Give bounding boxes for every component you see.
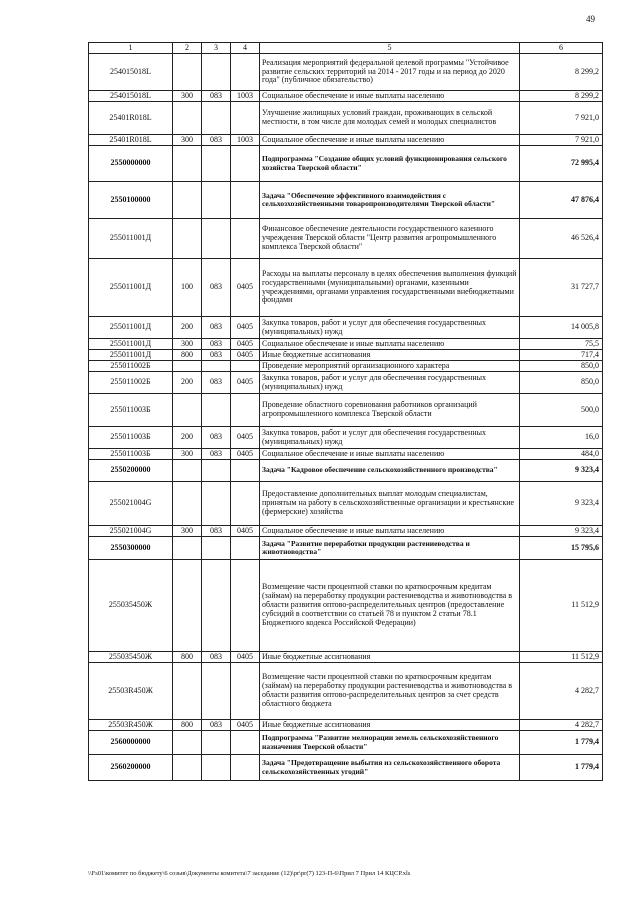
table-row xyxy=(89,339,603,350)
cell-code: 255011003Б xyxy=(89,449,173,460)
cell-code: 255035450Ж xyxy=(89,652,173,663)
cell-col2: 100 xyxy=(173,259,202,317)
table-header-row xyxy=(89,43,603,54)
cell-col2 xyxy=(173,219,202,259)
cell-col4 xyxy=(231,537,260,560)
cell-amount: 1 779,4 xyxy=(520,755,603,781)
cell-description: Задача "Обеспечение эффективного взаимодействия с сельхозхозяйственными товаропроизводителями Тверской области" xyxy=(260,182,520,219)
table-row xyxy=(89,720,603,731)
cell-col3: 083 xyxy=(202,720,231,731)
table-row xyxy=(89,135,603,146)
table-row xyxy=(89,91,603,102)
cell-col2: 800 xyxy=(173,652,202,663)
cell-col4: 0405 xyxy=(231,449,260,460)
cell-col2 xyxy=(173,102,202,135)
cell-col4 xyxy=(231,54,260,91)
cell-col2: 800 xyxy=(173,350,202,361)
cell-code: 2550100000 xyxy=(89,182,173,219)
cell-col2: 800 xyxy=(173,720,202,731)
cell-amount: 16,0 xyxy=(520,427,603,449)
cell-amount: 15 795,6 xyxy=(520,537,603,560)
cell-code: 255035450Ж xyxy=(89,560,173,652)
cell-col2 xyxy=(173,361,202,372)
cell-amount: 8 299,2 xyxy=(520,54,603,91)
column-header: 5 xyxy=(260,43,520,54)
cell-col4 xyxy=(231,394,260,427)
cell-amount: 72 995,4 xyxy=(520,146,603,182)
table-row xyxy=(89,460,603,482)
cell-col2 xyxy=(173,182,202,219)
cell-code: 255011001Д xyxy=(89,219,173,259)
cell-col4 xyxy=(231,102,260,135)
page-number: 49 xyxy=(586,14,595,24)
cell-code: 255011003Б xyxy=(89,394,173,427)
column-header: 1 xyxy=(89,43,173,54)
cell-col4: 1003 xyxy=(231,135,260,146)
cell-amount: 500,0 xyxy=(520,394,603,427)
table-row xyxy=(89,54,603,91)
cell-col4 xyxy=(231,182,260,219)
cell-code: 25503R450Ж xyxy=(89,720,173,731)
table-row xyxy=(89,361,603,372)
cell-col4 xyxy=(231,219,260,259)
cell-col3 xyxy=(202,102,231,135)
cell-description: Финансовое обеспечение деятельности государственного казенного учреждения Тверской области "Центр развития агропромышленного комплекса Тверской области" xyxy=(260,219,520,259)
cell-code: 2550000000 xyxy=(89,146,173,182)
table-row xyxy=(89,731,603,755)
cell-description: Подпрограмма "Создание общих условий функционирования сельского хозяйства Тверской области" xyxy=(260,146,520,182)
cell-col2: 200 xyxy=(173,427,202,449)
cell-code: 25503R450Ж xyxy=(89,663,173,720)
cell-amount: 7 921,0 xyxy=(520,102,603,135)
cell-amount: 14 005,8 xyxy=(520,317,603,339)
cell-col2: 200 xyxy=(173,372,202,394)
cell-col3 xyxy=(202,731,231,755)
cell-code: 25401R018L xyxy=(89,135,173,146)
cell-col2: 200 xyxy=(173,317,202,339)
cell-code: 255011001Д xyxy=(89,339,173,350)
cell-col3 xyxy=(202,146,231,182)
cell-col4: 1003 xyxy=(231,91,260,102)
cell-col4: 0405 xyxy=(231,350,260,361)
cell-col3: 083 xyxy=(202,317,231,339)
cell-col2 xyxy=(173,731,202,755)
column-header: 4 xyxy=(231,43,260,54)
cell-col3 xyxy=(202,54,231,91)
cell-col2: 300 xyxy=(173,449,202,460)
cell-amount: 8 299,2 xyxy=(520,91,603,102)
cell-col2: 300 xyxy=(173,339,202,350)
cell-description: Иные бюджетные ассигнования xyxy=(260,652,520,663)
table-row xyxy=(89,317,603,339)
cell-col2 xyxy=(173,460,202,482)
cell-description: Иные бюджетные ассигнования xyxy=(260,350,520,361)
table-row xyxy=(89,427,603,449)
cell-description: Социальное обеспечение и иные выплаты населению xyxy=(260,449,520,460)
table-row xyxy=(89,394,603,427)
table-row xyxy=(89,372,603,394)
cell-description: Проведение мероприятий организационного характера xyxy=(260,361,520,372)
cell-col4: 0405 xyxy=(231,259,260,317)
cell-description: Возмещение части процентной ставки по краткосрочным кредитам (займам) на переработку продукции растениеводства и животноводства в области развития оптово-распределительных центров (предоставление субсидий в соответствии со статьей 78 и пунктом 2 статьи 78.1 Бюджетного кодекса Российской Федерации) xyxy=(260,560,520,652)
cell-description: Подпрограмма "Развитие мелиорации земель сельскохозяйственного назначения Тверской области" xyxy=(260,731,520,755)
cell-col4: 0405 xyxy=(231,372,260,394)
cell-col3: 083 xyxy=(202,427,231,449)
cell-description: Проведение областного соревнования работников организаций агропромышленного комплекса Тверской области xyxy=(260,394,520,427)
cell-col4: 0405 xyxy=(231,652,260,663)
cell-description: Задача "Предотвращение выбытия из сельскохозяйственного оборота сельскохозяйственных угодий" xyxy=(260,755,520,781)
cell-col4 xyxy=(231,731,260,755)
table-row xyxy=(89,182,603,219)
cell-col2: 300 xyxy=(173,526,202,537)
cell-code: 2550300000 xyxy=(89,537,173,560)
column-header: 6 xyxy=(520,43,603,54)
table-row xyxy=(89,663,603,720)
cell-amount: 11 512,9 xyxy=(520,652,603,663)
cell-code: 255011001Д xyxy=(89,259,173,317)
cell-col4 xyxy=(231,755,260,781)
cell-col2 xyxy=(173,560,202,652)
cell-code: 255011002Б xyxy=(89,361,173,372)
cell-description: Закупка товаров, работ и услуг для обеспечения государственных (муниципальных) нужд xyxy=(260,427,520,449)
cell-col3: 083 xyxy=(202,91,231,102)
cell-col4: 0405 xyxy=(231,526,260,537)
cell-description: Закупка товаров, работ и услуг для обеспечения государственных (муниципальных) нужд xyxy=(260,372,520,394)
cell-description: Задача "Кадровое обеспечение сельскохозяйственного производства" xyxy=(260,460,520,482)
cell-code: 255021004G xyxy=(89,482,173,526)
cell-amount: 46 526,4 xyxy=(520,219,603,259)
cell-description: Социальное обеспечение и иные выплаты населению xyxy=(260,91,520,102)
cell-amount: 47 876,4 xyxy=(520,182,603,219)
cell-amount: 31 727,7 xyxy=(520,259,603,317)
table-row xyxy=(89,449,603,460)
cell-col3: 083 xyxy=(202,339,231,350)
cell-col2 xyxy=(173,394,202,427)
table-row xyxy=(89,482,603,526)
cell-col4 xyxy=(231,482,260,526)
cell-col4 xyxy=(231,460,260,482)
cell-amount: 9 323,4 xyxy=(520,526,603,537)
cell-amount: 4 282,7 xyxy=(520,720,603,731)
cell-col2 xyxy=(173,482,202,526)
cell-amount: 850,0 xyxy=(520,361,603,372)
column-header: 2 xyxy=(173,43,202,54)
cell-code: 255011001Д xyxy=(89,350,173,361)
cell-col3: 083 xyxy=(202,372,231,394)
cell-description: Социальное обеспечение и иные выплаты населению xyxy=(260,526,520,537)
cell-amount: 75,5 xyxy=(520,339,603,350)
cell-col2: 300 xyxy=(173,91,202,102)
table-row xyxy=(89,102,603,135)
cell-col3: 083 xyxy=(202,135,231,146)
cell-col3: 083 xyxy=(202,526,231,537)
cell-amount: 1 779,4 xyxy=(520,731,603,755)
cell-col4 xyxy=(231,663,260,720)
cell-col3 xyxy=(202,482,231,526)
table-row xyxy=(89,350,603,361)
cell-code: 2560000000 xyxy=(89,731,173,755)
cell-description: Улучшение жилищных условий граждан, проживающих в сельской местности, в том числе для молодых семей и молодых специалистов xyxy=(260,102,520,135)
table-row xyxy=(89,560,603,652)
table-row xyxy=(89,146,603,182)
table-row xyxy=(89,652,603,663)
table-row xyxy=(89,537,603,560)
table-row xyxy=(89,219,603,259)
budget-table xyxy=(88,42,603,781)
cell-description: Возмещение части процентной ставки по краткосрочным кредитам (займам) на переработку продукции растениеводства и животноводства в области развития оптово-распределительных центров за счет средств областного бюджета xyxy=(260,663,520,720)
cell-code: 254015018L xyxy=(89,54,173,91)
cell-col4: 0405 xyxy=(231,427,260,449)
cell-col4: 0405 xyxy=(231,720,260,731)
cell-description: Задача "Развитие переработки продукции растениеводства и животноводства" xyxy=(260,537,520,560)
table-row xyxy=(89,259,603,317)
cell-col2 xyxy=(173,663,202,720)
cell-col2 xyxy=(173,146,202,182)
cell-col3 xyxy=(202,537,231,560)
cell-col3: 083 xyxy=(202,652,231,663)
cell-amount: 7 921,0 xyxy=(520,135,603,146)
cell-col4: 0405 xyxy=(231,339,260,350)
cell-code: 255011003Б xyxy=(89,427,173,449)
table-row xyxy=(89,755,603,781)
cell-col2 xyxy=(173,537,202,560)
cell-col3 xyxy=(202,182,231,219)
cell-col4 xyxy=(231,146,260,182)
cell-col3 xyxy=(202,361,231,372)
cell-col3 xyxy=(202,663,231,720)
cell-code: 2560200000 xyxy=(89,755,173,781)
cell-col2 xyxy=(173,54,202,91)
cell-col3 xyxy=(202,394,231,427)
cell-description: Социальное обеспечение и иные выплаты населению xyxy=(260,339,520,350)
cell-code: 255011001Д xyxy=(89,317,173,339)
cell-col4: 0405 xyxy=(231,317,260,339)
cell-col2: 300 xyxy=(173,135,202,146)
cell-col3 xyxy=(202,460,231,482)
cell-col3 xyxy=(202,755,231,781)
cell-amount: 850,0 xyxy=(520,372,603,394)
cell-code: 2550200000 xyxy=(89,460,173,482)
cell-col3: 083 xyxy=(202,259,231,317)
cell-description: Иные бюджетные ассигнования xyxy=(260,720,520,731)
cell-description: Социальное обеспечение и иные выплаты населению xyxy=(260,135,520,146)
table-row xyxy=(89,526,603,537)
cell-amount: 11 512,9 xyxy=(520,560,603,652)
cell-description: Закупка товаров, работ и услуг для обеспечения государственных (муниципальных) нужд xyxy=(260,317,520,339)
cell-code: 255021004G xyxy=(89,526,173,537)
cell-amount: 9 323,4 xyxy=(520,460,603,482)
cell-col4 xyxy=(231,560,260,652)
cell-col3: 083 xyxy=(202,449,231,460)
cell-col3: 083 xyxy=(202,350,231,361)
footer-file-path: \\Fs01\комитет по бюджету\6 созыв\Документы комитета\7 заседание (12)\pr\pr(7) 123-П-6\Прил 7 Прил 14 КЦСР.xls xyxy=(88,870,411,877)
cell-amount: 484,0 xyxy=(520,449,603,460)
cell-amount: 717,4 xyxy=(520,350,603,361)
cell-code: 25401R018L xyxy=(89,102,173,135)
column-header: 3 xyxy=(202,43,231,54)
cell-col2 xyxy=(173,755,202,781)
cell-code: 255011002Б xyxy=(89,372,173,394)
cell-description: Предоставление дополнительных выплат молодым специалистам, принятым на работу в сельскохозяйственные организации и крестьянские (фермерские) хозяйства xyxy=(260,482,520,526)
cell-col3 xyxy=(202,219,231,259)
cell-col4 xyxy=(231,361,260,372)
cell-col3 xyxy=(202,560,231,652)
cell-amount: 4 282,7 xyxy=(520,663,603,720)
cell-amount: 9 323,4 xyxy=(520,482,603,526)
cell-description: Расходы на выплаты персоналу в целях обеспечения выполнения функций государственными (муниципальными) органами, казенными учреждениями, органами управления государственными внебюджетными фондами xyxy=(260,259,520,317)
cell-description: Реализация мероприятий федеральной целевой программы "Устойчивое развитие сельских территорий на 2014 - 2017 годы и на период до 2020 года" (публичное обязательство) xyxy=(260,54,520,91)
cell-code: 254015018L xyxy=(89,91,173,102)
